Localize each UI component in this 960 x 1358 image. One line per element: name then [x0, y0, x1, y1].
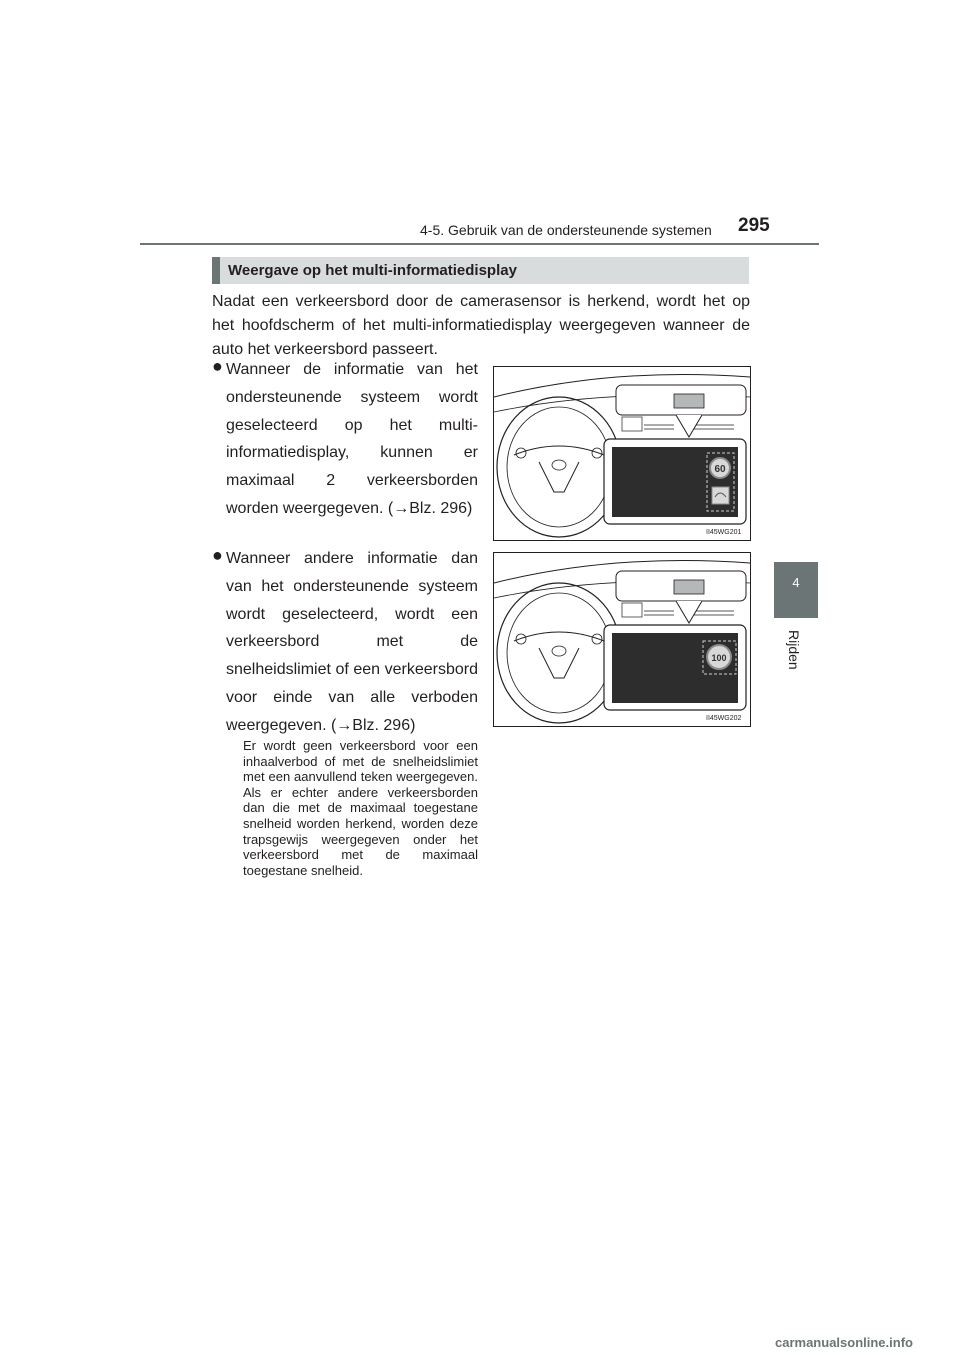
watermark: carmanualsonline.info — [775, 1335, 913, 1350]
figure-code: II45WG202 — [706, 715, 742, 722]
bullet-text: Wanneer de informatie van het ondersteunende systeem wordt geselecteerd op het multi-informatiedisplay, kunnen er maximaal 2 verkeersborden worden weergegeven. (→Blz. 296) — [226, 361, 478, 517]
speed-sign-label: 100 — [711, 653, 727, 663]
dashboard-illustration — [494, 553, 750, 726]
intro-paragraph: Nadat een verkeersbord door de camerasensor is herkend, wordt het op het hoofdscherm of het multi-informatiedisplay weergegeven wanneer de auto het verkeersbord passeert. — [212, 293, 750, 358]
figure-dashboard-one-sign — [493, 552, 751, 727]
bullet-marker: ● — [212, 545, 223, 565]
section-title: Weergave op het multi-informatiedisplay — [228, 262, 517, 279]
dashboard-illustration — [494, 367, 750, 540]
header-rule — [140, 243, 819, 245]
running-header-section: 4-5. Gebruik van de ondersteunende systemen — [420, 222, 712, 238]
figure-dashboard-two-signs — [493, 366, 751, 541]
chapter-tab-number: 4 — [792, 575, 800, 590]
section-heading-accent — [212, 257, 220, 284]
note-paragraph: Er wordt geen verkeersbord voor een inhaalverbod of met de snelheidslimiet met een aanvullend teken weergegeven. Als er echter andere verkeersborden dan die met de maximaal toegestane snelheid worden herkend, worden deze trapsgewijs weergegeven onder het verkeersbord met de maximaal toegestane snelheid. — [243, 738, 478, 878]
chapter-tab-label: Rijden — [786, 630, 802, 670]
bullet-marker: ● — [212, 356, 223, 376]
page-number: 295 — [738, 215, 770, 236]
figure-code: II45WG201 — [706, 529, 742, 536]
speed-sign-label: 60 — [714, 464, 726, 475]
chapter-tab — [774, 562, 818, 618]
bullet-text: Wanneer andere informatie dan van het ondersteunende systeem wordt geselecteerd, wordt een verkeersbord met de snelheidslimiet of een verkeersbord voor einde van alle verboden weergegeven. (→Blz. 296) — [226, 550, 478, 734]
